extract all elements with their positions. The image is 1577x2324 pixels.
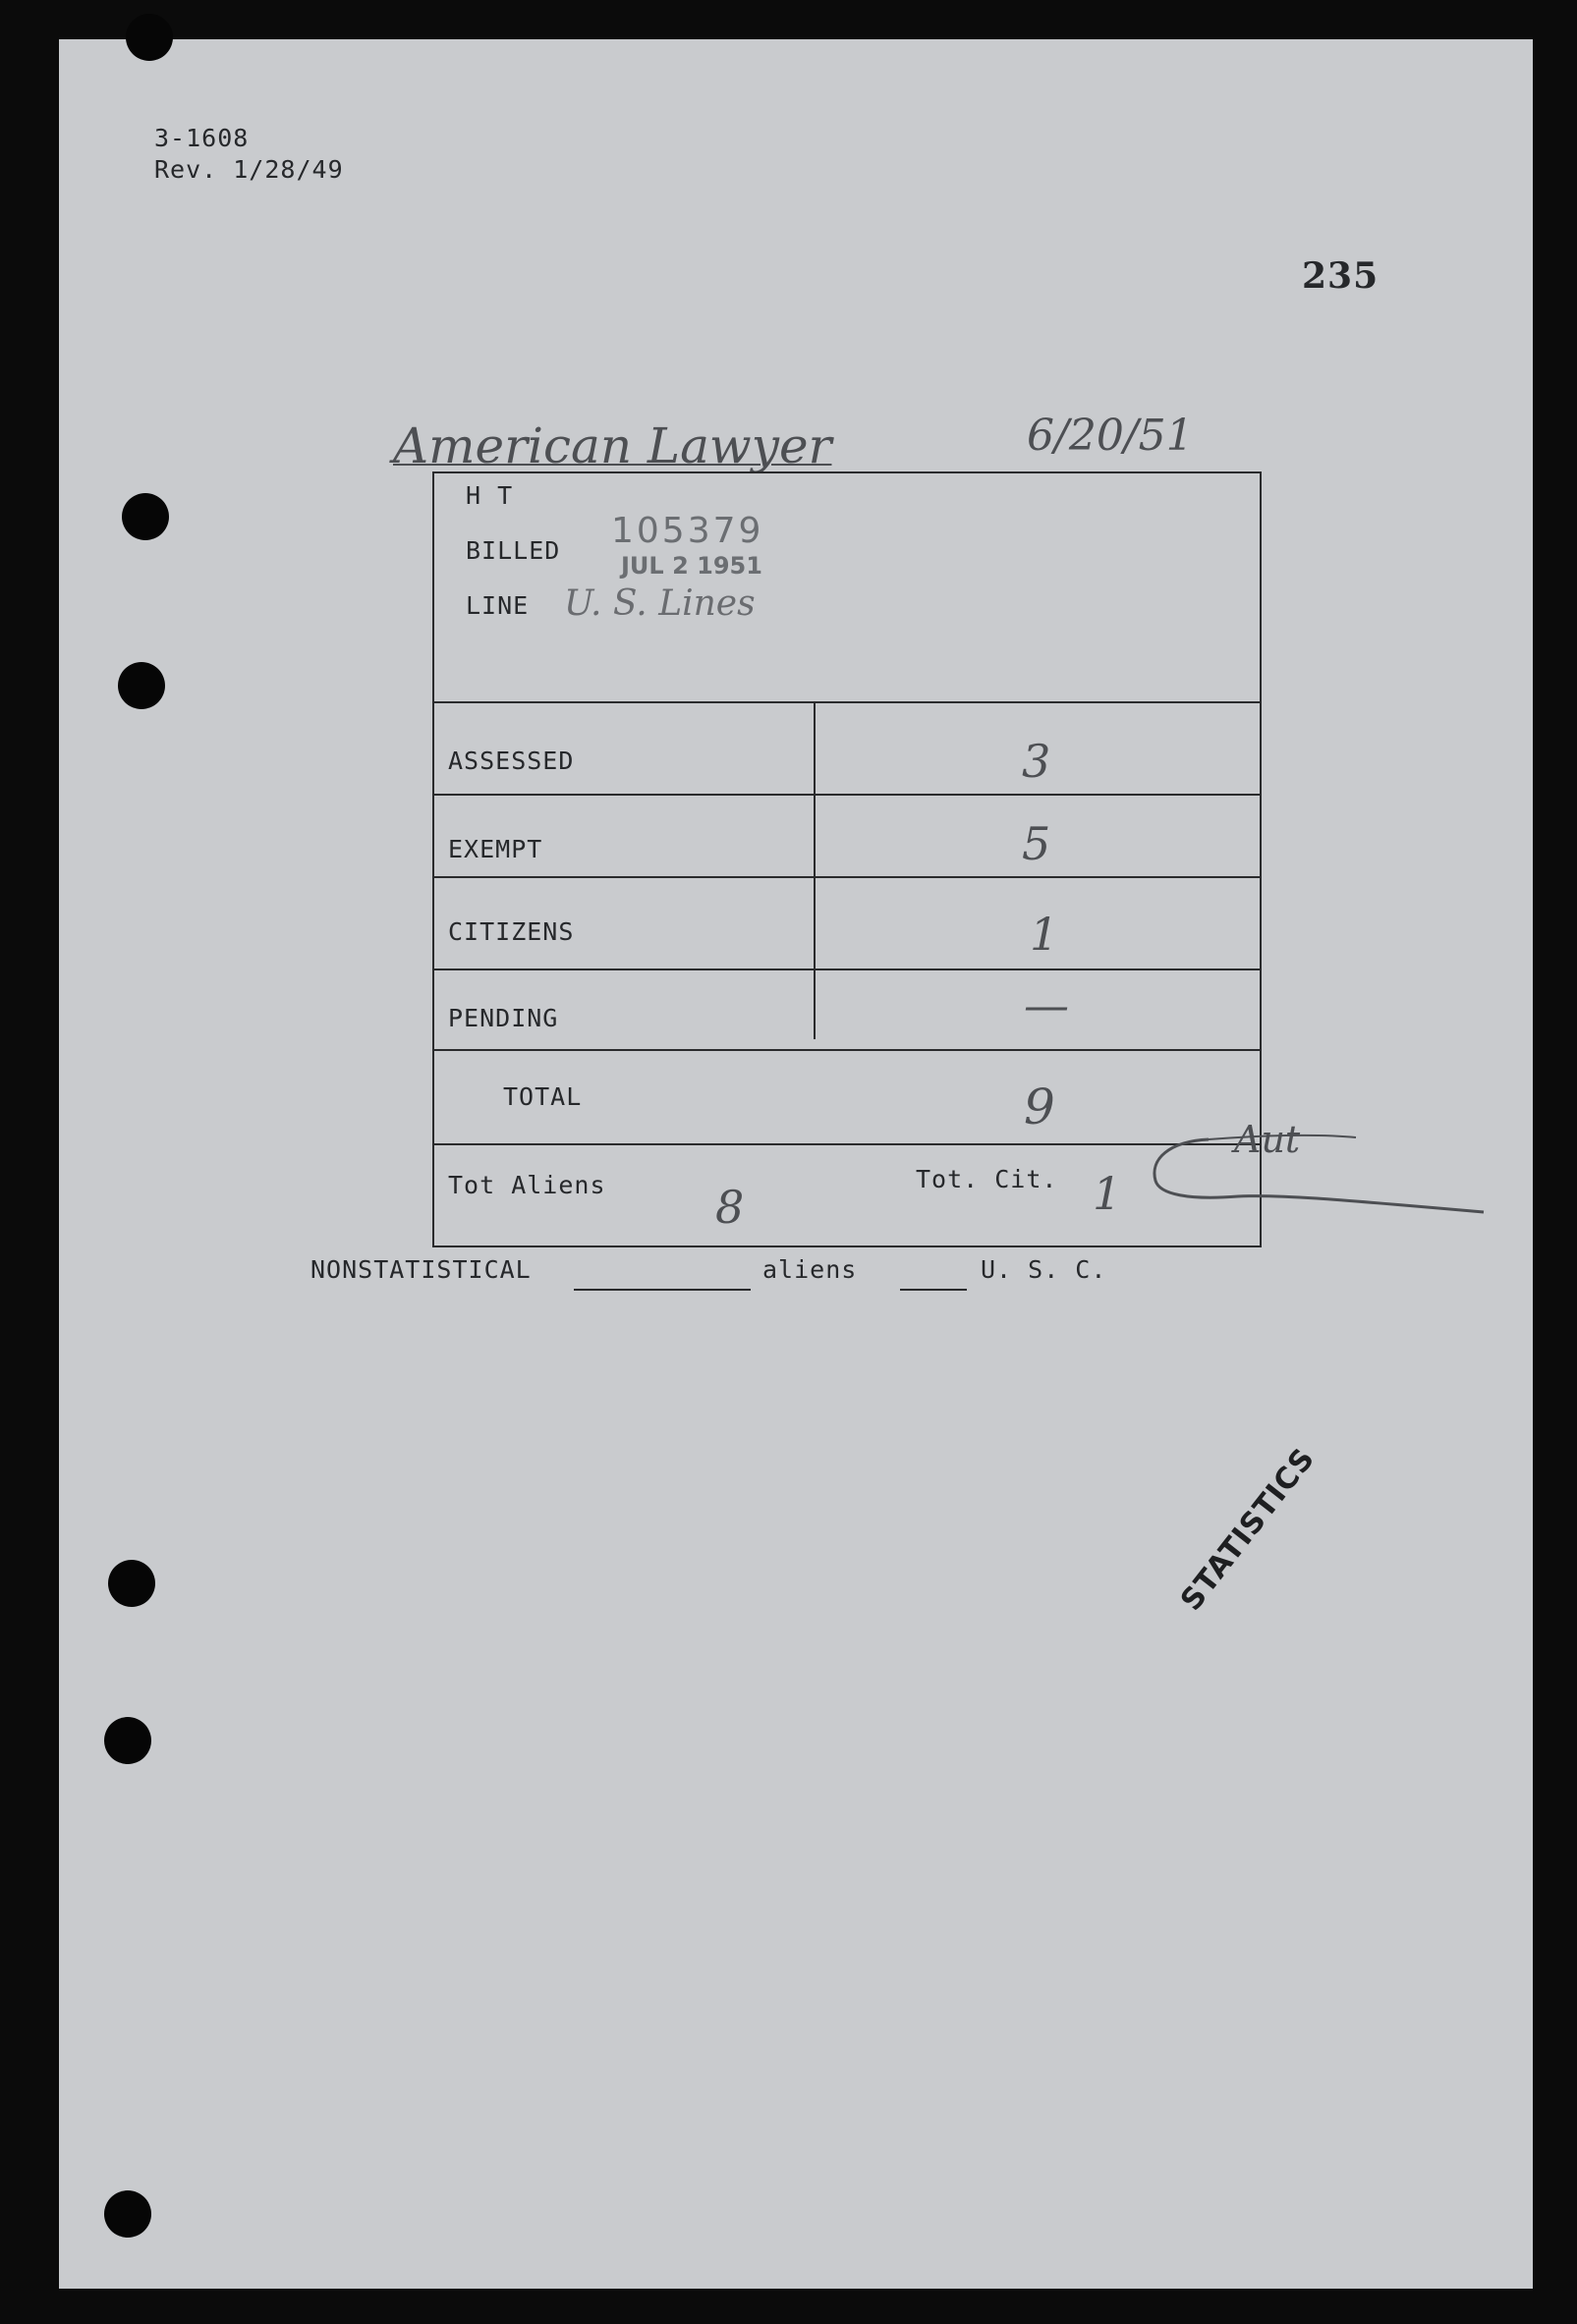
assessed-label: ASSESSED xyxy=(448,747,575,775)
form-number: 3-1608 xyxy=(154,124,250,152)
billed-number-stamp: 105379 xyxy=(611,511,764,551)
punch-hole xyxy=(104,1717,151,1764)
total-label: TOTAL xyxy=(503,1082,583,1111)
assessed-value: 3 xyxy=(1022,735,1051,788)
document-page xyxy=(59,39,1533,2289)
billed-date-stamp: JUL 2 1951 xyxy=(621,552,762,580)
pending-label: PENDING xyxy=(448,1004,559,1032)
punch-hole xyxy=(126,14,173,61)
punch-hole xyxy=(108,1560,155,1607)
pending-value: — xyxy=(1024,978,1069,1031)
handwritten-date: 6/20/51 xyxy=(1027,411,1194,461)
punch-hole xyxy=(118,662,165,709)
aliens-label: aliens xyxy=(762,1255,858,1284)
ht-label: H T xyxy=(466,481,514,510)
nonstatistical-label: NONSTATISTICAL xyxy=(310,1255,532,1284)
usc-label: U. S. C. xyxy=(981,1255,1107,1284)
handwritten-initials: Aut xyxy=(1234,1118,1301,1161)
page-number: 235 xyxy=(1302,255,1380,297)
exempt-label: EXEMPT xyxy=(448,835,543,863)
form-revision: Rev. 1/28/49 xyxy=(154,155,344,184)
tot-aliens-label: Tot Aliens xyxy=(448,1171,606,1199)
tot-cit-label: Tot. Cit. xyxy=(916,1165,1058,1193)
citizens-label: CITIZENS xyxy=(448,917,575,946)
punch-hole xyxy=(104,2190,151,2238)
tot-cit-value: 1 xyxy=(1093,1167,1122,1220)
initials-flourish-icon xyxy=(1130,1110,1503,1247)
handwritten-line-name: U. S. Lines xyxy=(564,583,756,624)
total-value: 9 xyxy=(1024,1079,1055,1135)
citizens-value: 1 xyxy=(1030,908,1059,961)
billed-label: BILLED xyxy=(466,536,561,565)
exempt-value: 5 xyxy=(1022,817,1051,870)
punch-hole xyxy=(122,493,169,540)
line-label: LINE xyxy=(466,591,530,620)
handwritten-vessel-name: American Lawyer xyxy=(393,417,832,474)
statistics-stamp: STATISTICS xyxy=(1174,1441,1323,1618)
tot-aliens-value: 8 xyxy=(715,1181,745,1234)
